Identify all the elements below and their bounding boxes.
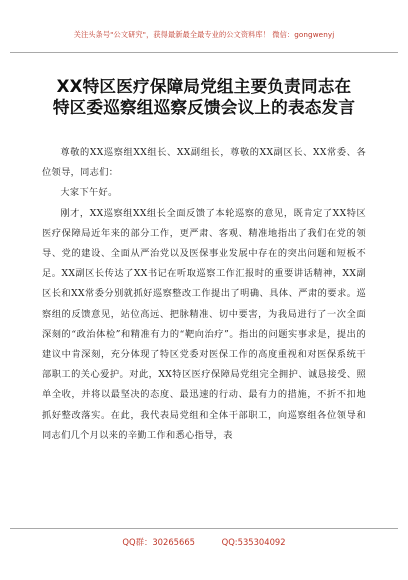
document-title xyxy=(0,76,408,118)
title-line-1: XX特区医疗保障局党组主要负责同志在 xyxy=(56,77,352,96)
footer-contact-text: QQ群：30265665 QQ:535304092 xyxy=(122,537,286,547)
body-paragraph: 刚才，XX巡察组XX组长全面反馈了本轮巡察的意见，既肯定了XX特区医疗保障局近年来的部分工作，更严肃、客观、精准地指出了我们在党的领导、党的建设、全面从严治党以及医保事业发展中存在的突出问题和短板不足。XX副区长传达了XX书记在听取巡察工作汇报时的重要讲话精神，XX副区长和XX常委分别就抓好巡察整改工作提出了明确、具体、严肃的要求。巡察组的反馈意见，站位高远、把脉精准、切中要害，为我局进行了一次全面深刻的“政治体检”和精准有力的“靶向治疗”。指出的问题实事求是，提出的建议中肯深刻，充分体现了特区党委对医保工作的高度重视和对医保系统干部职工的关心爱护。对此，XX特区医疗保障局党组完全拥护、诚恳接受、照单全收，并将以最坚决的态度、最迅速的行动、最有力的措施，不折不扣地抓好整改落实。在此，我代表局党组和全体干部职工，向巡察组各位领导和同志们几个月以来的辛勤工作和悉心指导，表 xyxy=(42,207,366,441)
salutation-paragraph: 尊敬的XX巡察组XX组长、XX副组长，尊敬的XX副区长、XX常委、各位领导，同志们： xyxy=(42,147,366,179)
header-banner-text: 关注头条号"公文研究"，获得最新最全最专业的公文资料库！ 微信：gongwenyj xyxy=(73,30,335,39)
greeting-paragraph: 大家下午好。 xyxy=(60,187,118,199)
footer-banner xyxy=(10,528,398,553)
header-banner xyxy=(10,14,398,53)
document-body xyxy=(42,143,366,446)
title-line-2: 特区委巡察组巡察反馈会议上的表态发言 xyxy=(52,98,356,117)
